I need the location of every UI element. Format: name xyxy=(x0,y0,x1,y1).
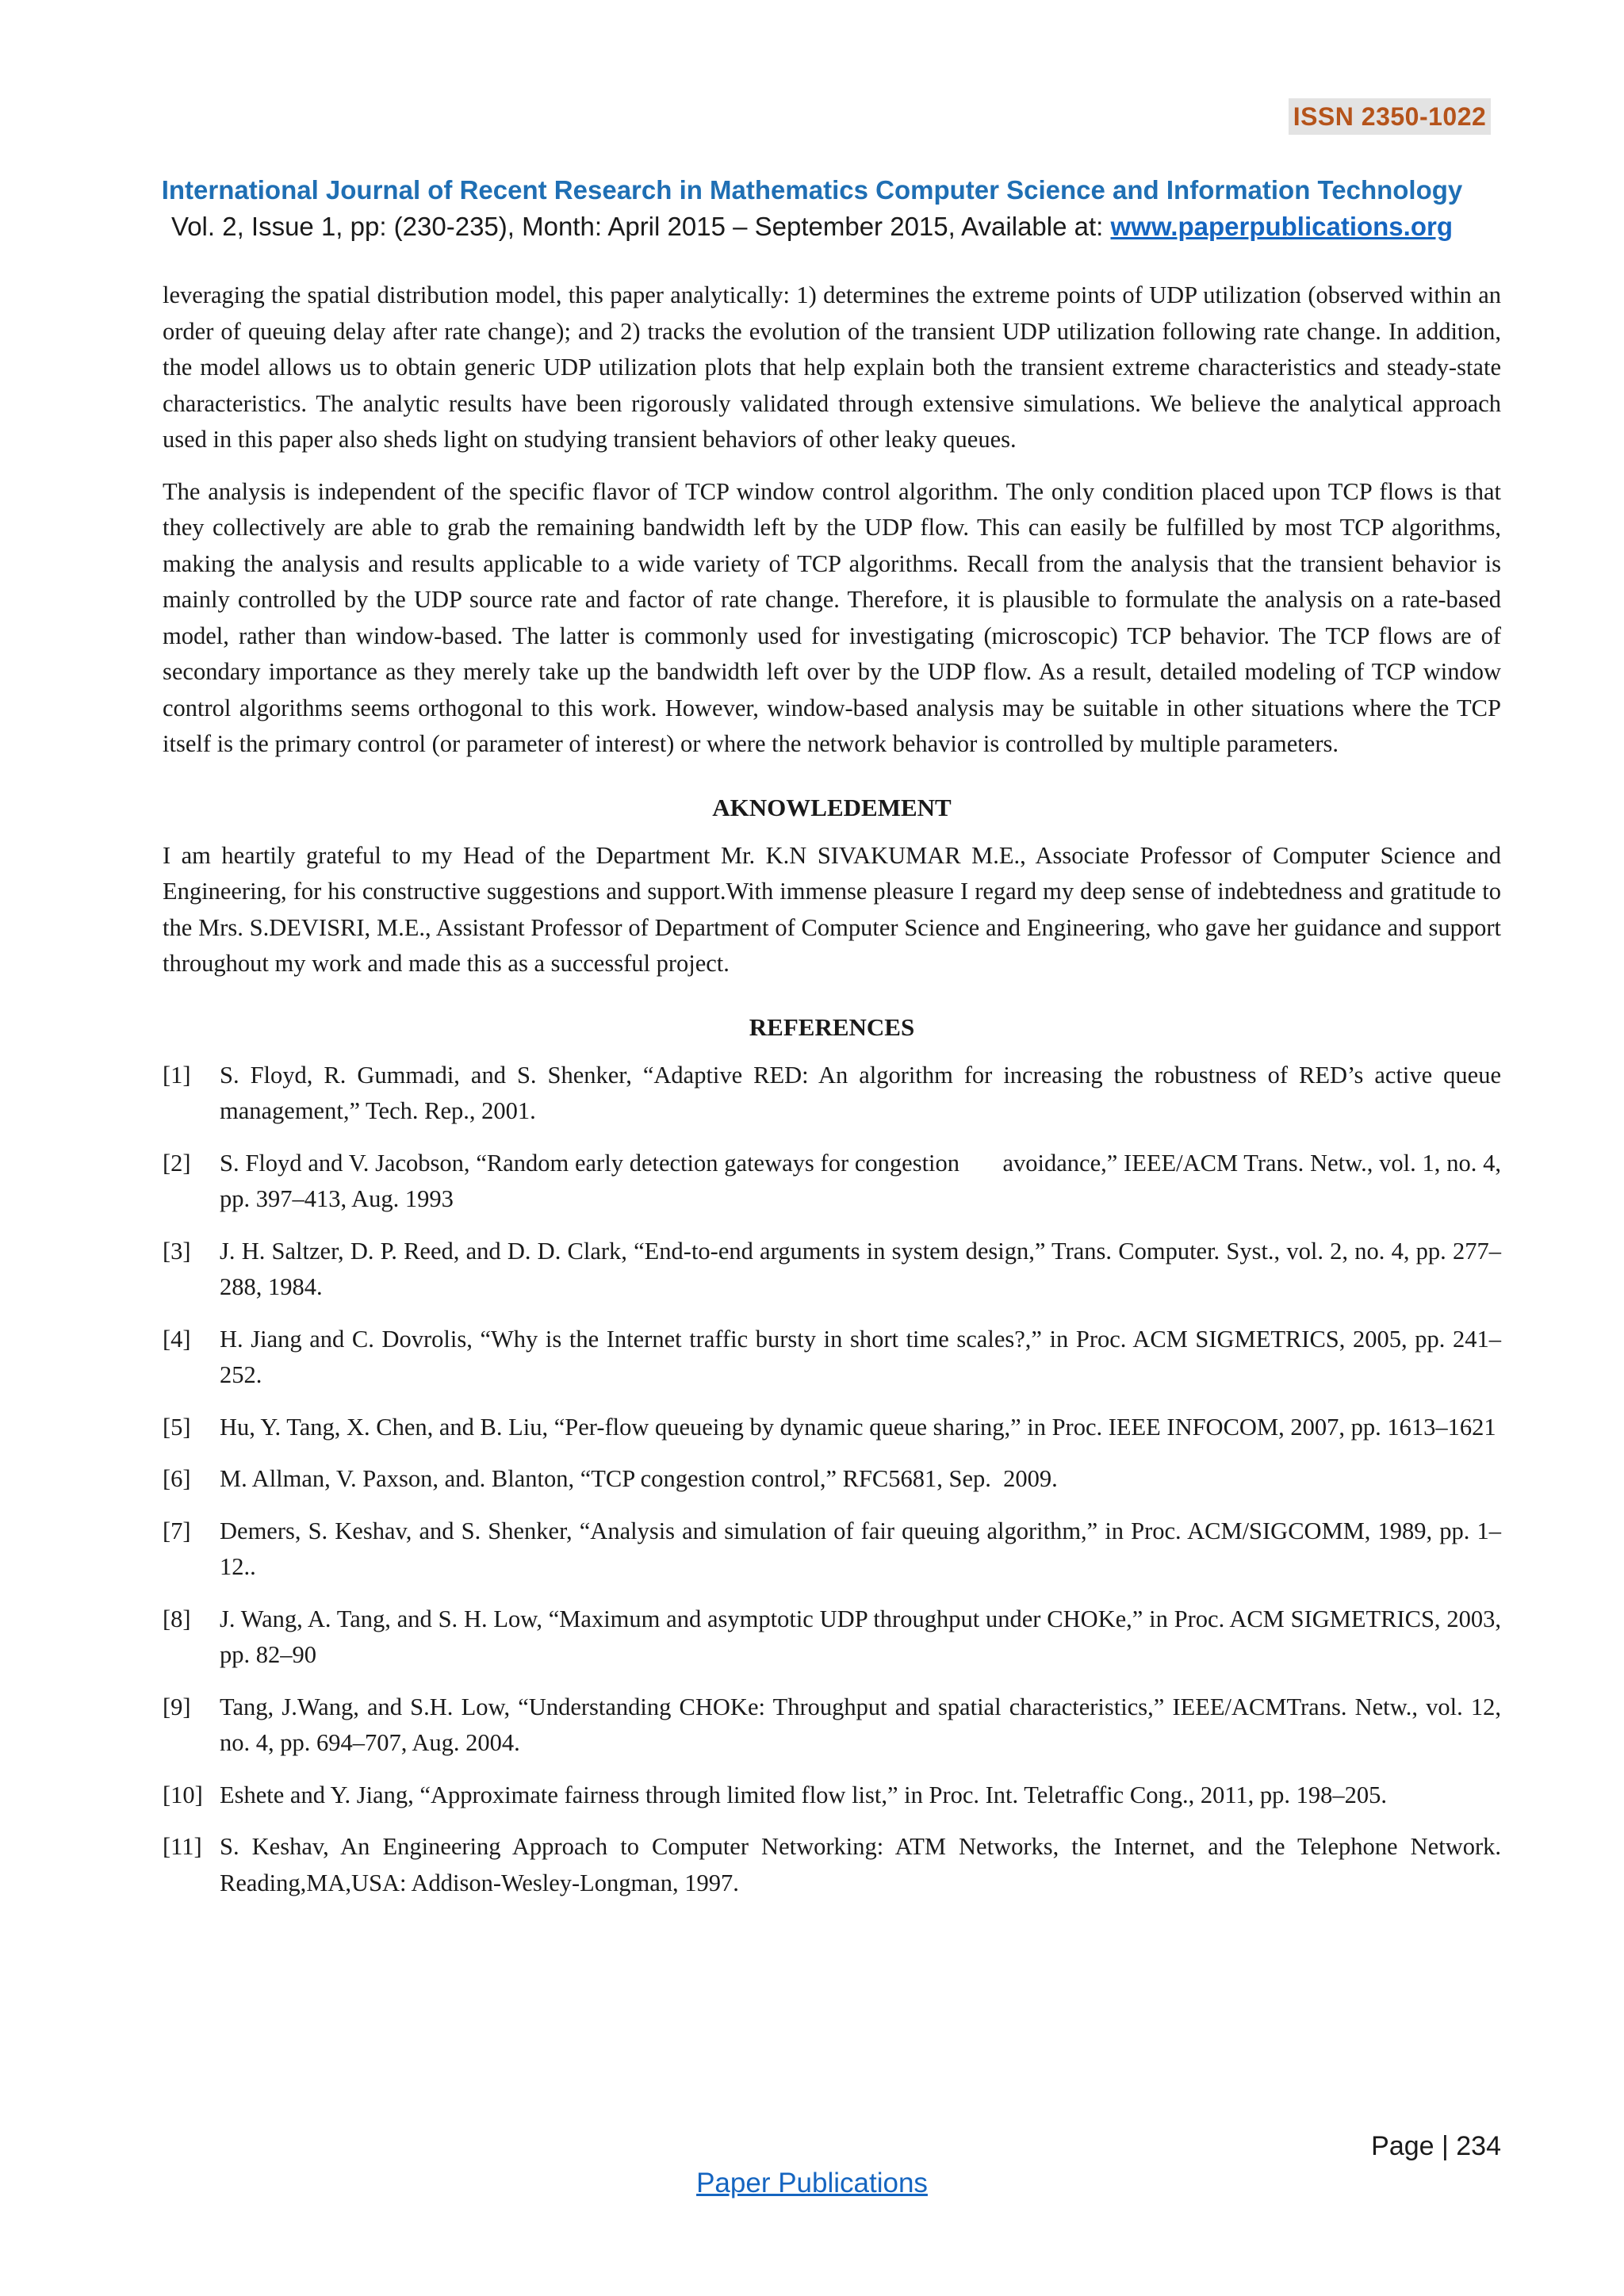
reference-text: Hu, Y. Tang, X. Chen, and B. Liu, “Per-flow queueing by dynamic queue sharing,” in Proc. IEEE INFOCOM, 2007, pp. 1613–1621 xyxy=(220,1413,1496,1441)
reference-number: [10] xyxy=(163,1781,203,1808)
reference-number: [8] xyxy=(163,1605,191,1632)
reference-item xyxy=(163,1689,1501,1762)
journal-info-text: Vol. 2, Issue 1, pp: (230-235), Month: April 2015 – September 2015, Available at: xyxy=(171,212,1111,241)
footer xyxy=(0,2166,1624,2201)
reference-item xyxy=(163,1513,1501,1586)
reference-number: [3] xyxy=(163,1237,191,1265)
issn-badge: ISSN 2350-1022 xyxy=(1289,98,1491,135)
reference-text: H. Jiang and C. Dovrolis, “Why is the Internet traffic bursty in short time scales?,” in Proc. ACM SIGMETRICS, 2005, pp. 241–252. xyxy=(220,1325,1501,1388)
reference-number: [5] xyxy=(163,1413,191,1441)
reference-text: M. Allman, V. Paxson, and. Blanton, “TCP congestion control,” RFC5681, Sep. 2009. xyxy=(220,1465,1058,1492)
acknowledgement-heading: AKNOWLEDEMENT xyxy=(712,793,952,821)
reference-item xyxy=(163,1410,1501,1446)
reference-number: [11] xyxy=(163,1833,202,1860)
body-paragraph: The analysis is independent of the specific flavor of TCP window control algorithm. The only condition placed upon TCP flows is that they collectively are able to grab the remaining bandwidth left by the UDP flow. This can easily be fulfilled by most TCP algorithms, making the analysis and results applicable to a wide variety of TCP algorithms. Recall from the analysis that the transient behavior is mainly controlled by the UDP source rate and factor of rate change. Therefore, it is plausible to formulate the analysis on a rate-based model, rather than window-based. The latter is commonly used for investigating (microscopic) TCP behavior. The TCP flows are of secondary importance as they merely take up the bandwidth left over by the UDP flow. As a result, detailed modeling of TCP window control algorithms seems orthogonal to this work. However, window-based analysis may be suitable in other situations where the TCP itself is the primary control (or parameter of interest) or where the network behavior is controlled by multiple parameters. xyxy=(163,477,1501,757)
reference-text: J. Wang, A. Tang, and S. H. Low, “Maximum and asymptotic UDP throughput under CHOKe,” in Proc. ACM SIGMETRICS, 2003, pp. 82–90 xyxy=(220,1605,1501,1668)
reference-item xyxy=(163,1058,1501,1130)
reference-item xyxy=(163,1777,1501,1814)
reference-item xyxy=(163,1322,1501,1394)
reference-number: [4] xyxy=(163,1325,191,1353)
acknowledgement-paragraph: I am heartily grateful to my Head of the Department Mr. K.N SIVAKUMAR M.E., Associate Professor of Computer Science and Engineering, for his constructive suggestions and support.With immense pleasure I regard my deep sense of indebtedness and gratitude to the Mrs. S.DEVISRI, M.E., Assistant Professor of Department of Computer Science and Engineering, who gave her guidance and support throughout my work and made this as a successful project. xyxy=(163,841,1501,977)
reference-number: [1] xyxy=(163,1061,191,1089)
body-paragraph: leveraging the spatial distribution model, this paper analytically: 1) determines the extreme points of UDP utilization (observed within an order of queuing delay after rate change); and 2) tracks the evolution of the transient UDP utilization following rate change. In addition, the model allows us to obtain generic UDP utilization plots that help explain both the transient extreme characteristics and steady-state characteristics. The analytic results have been rigorously validated through extensive simulations. We believe the analytical approach used in this paper also sheds light on studying transient behaviors of other leaky queues. xyxy=(163,281,1501,453)
journal-info xyxy=(0,209,1624,244)
references-list xyxy=(163,1058,1507,1902)
reference-text: J. H. Saltzer, D. P. Reed, and D. D. Clark, “End-to-end arguments in system design,” Trans. Computer. Syst., vol. 2, no. 4, pp. 277–288, 1984. xyxy=(220,1237,1501,1300)
reference-number: [2] xyxy=(163,1149,191,1177)
reference-number: [6] xyxy=(163,1465,191,1492)
publisher-link[interactable]: Paper Publications xyxy=(696,2168,928,2198)
page-number: Page | 234 xyxy=(1371,2131,1501,2161)
reference-item xyxy=(163,1601,1501,1674)
journal-title: International Journal of Recent Research in Mathematics Computer Science and Information Technology xyxy=(161,175,1463,205)
reference-item xyxy=(163,1461,1501,1498)
reference-text: S. Floyd and V. Jacobson, “Random early detection gateways for congestion avoidance,” IEEE/ACM Trans. Netw., vol. 1, no. 4, pp. 397–413, Aug. 1993 xyxy=(220,1149,1507,1212)
reference-text: Eshete and Y. Jiang, “Approximate fairness through limited flow list,” in Proc. Int. Teletraffic Cong., 2011, pp. 198–205. xyxy=(220,1781,1388,1808)
references-heading: REFERENCES xyxy=(749,1012,915,1041)
reference-item xyxy=(163,1829,1501,1901)
reference-text: Demers, S. Keshav, and S. Shenker, “Analysis and simulation of fair queuing algorithm,” in Proc. ACM/SIGCOMM, 1989, pp. 1–12.. xyxy=(220,1517,1501,1580)
reference-number: [7] xyxy=(163,1517,191,1544)
reference-text: S. Floyd, R. Gummadi, and S. Shenker, “Adaptive RED: An algorithm for increasing the robustness of RED’s active queue management,” Tech. Rep., 2001. xyxy=(220,1061,1501,1124)
reference-text: Tang, J.Wang, and S.H. Low, “Understanding CHOKe: Throughput and spatial characteristics,” IEEE/ACMTrans. Netw., vol. 12, no. 4, pp. 694–707, Aug. 2004. xyxy=(220,1693,1501,1756)
article-body xyxy=(163,277,1507,1917)
reference-item xyxy=(163,1234,1501,1306)
journal-url-link[interactable]: www.paperpublications.org xyxy=(1110,212,1453,241)
reference-item xyxy=(163,1146,1507,1218)
reference-text: S. Keshav, An Engineering Approach to Computer Networking: ATM Networks, the Internet, and the Telephone Network. Reading,MA,USA: Addison-Wesley-Longman, 1997. xyxy=(220,1833,1501,1896)
reference-number: [9] xyxy=(163,1693,191,1720)
